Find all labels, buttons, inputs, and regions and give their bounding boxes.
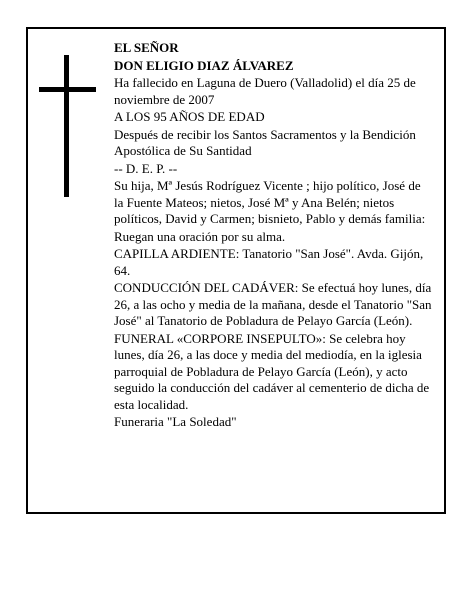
- chapel-text: Tanatorio "San José". Avda. Gijón, 64.: [114, 246, 424, 278]
- funeral-home: Funeraria "La Soledad": [114, 414, 237, 429]
- notice-text: [114, 40, 432, 432]
- family-line: Su hija, Mª Jesús Rodríguez Vicente ; hijo político, José de la Fuente Mateos; nietos, José Mª y Ana Belén; nietos políticos, David y Carmen; bisnieto, Pablo y demás familia:: [114, 178, 426, 226]
- funeral-paragraph: [114, 331, 432, 414]
- funeral-label: FUNERAL «CORPORE INSEPULTO»:: [114, 330, 326, 346]
- rip-line: -- D. E. P. --: [114, 160, 178, 176]
- title-line1: EL SEÑOR: [114, 40, 179, 55]
- funeral-text: Se celebra hoy lunes, día 26, a las doce y media del mediodía, en la iglesia parroquial de Pobladura de Pelayo García (León), y acto seguido la conducción del cadáver al cementerio de dicha de esta localidad.: [114, 330, 430, 412]
- transfer-paragraph: [114, 280, 432, 330]
- transfer-text: Se efectuá hoy lunes, día 26, a las ocho y media de la mañana, desde el Tanatorio "San José" al Tanatorio de Pobladura de Pelayo García (León).: [114, 280, 432, 328]
- obituary-notice: [26, 27, 446, 514]
- transfer-label: CONDUCCIÓN DEL CADÁVER:: [114, 280, 299, 295]
- cross-icon-bar: [39, 87, 96, 92]
- chapel-label: CAPILLA ARDIENTE:: [114, 246, 240, 261]
- deceased-name: DON ELIGIO DIAZ ÁLVAREZ: [114, 57, 294, 73]
- sacraments-line: Después de recibir los Santos Sacramentos y la Bendición Apostólica de Su Santidad: [114, 126, 416, 158]
- cross-icon: [64, 55, 69, 197]
- age-line: A LOS 95 AÑOS DE EDAD: [114, 109, 265, 124]
- death-info: Ha fallecido en Laguna de Duero (Valladolid) el día 25 de noviembre de 2007: [114, 75, 416, 107]
- chapel-paragraph: [114, 246, 432, 279]
- prayer-line: Ruegan una oración por su alma.: [114, 228, 286, 244]
